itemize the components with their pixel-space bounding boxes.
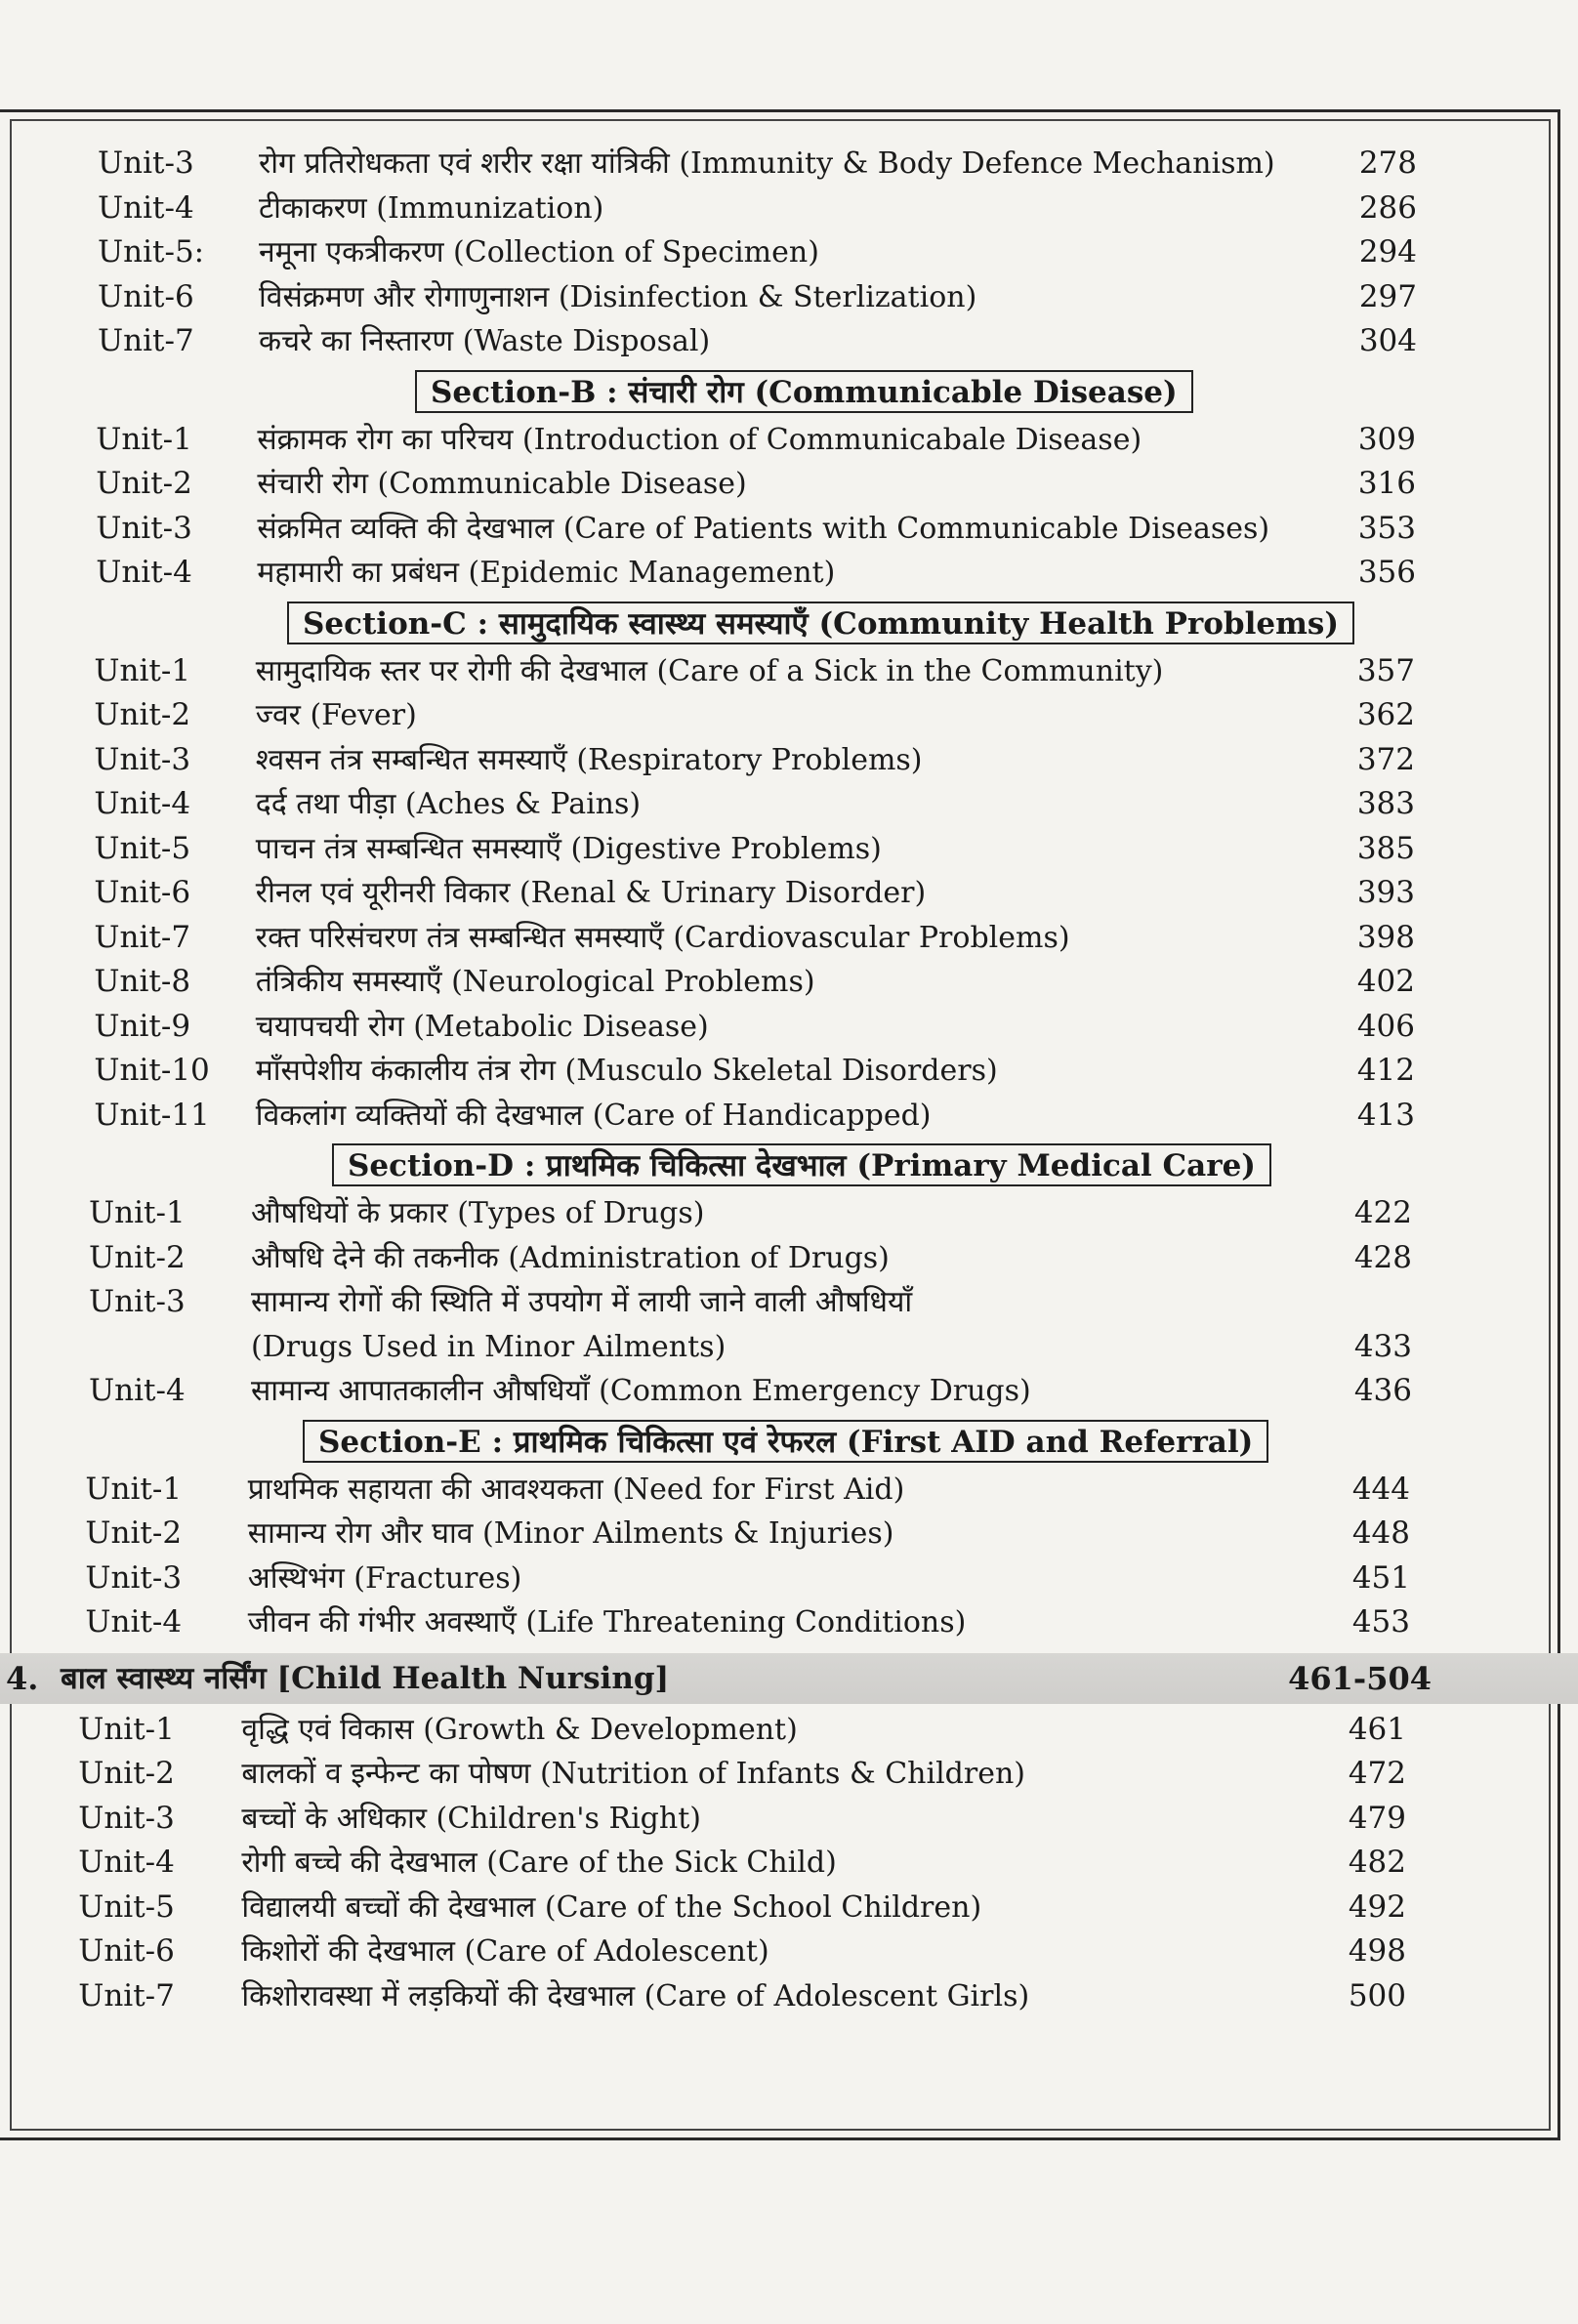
page-number: 451 [1351,1559,1410,1596]
toc-entry [0,960,1578,1005]
unit-label: Unit-8 [94,964,191,999]
unit-label: Unit-7 [94,919,191,955]
entry-title: नमूना एकत्रीकरण (Collection of Specimen) [259,235,819,270]
toc-entry [0,1600,1578,1645]
section-c-heading: Section-C : सामुदायिक स्वास्थ्य समस्याएँ (Community Health Problems) [287,602,1354,644]
page-number: 309 [1357,421,1416,457]
entry-title: सामान्य रोग और घाव (Minor Ailments & Injuries) [247,1516,894,1551]
section-d-heading-row [0,1138,1578,1191]
unit-label: Unit-6 [94,875,191,910]
unit-label: Unit-7 [98,323,194,358]
page-number: 286 [1358,189,1417,226]
page-number: 385 [1356,830,1415,866]
section-e-heading: Section-E : प्राथमिक चिकित्सा एवं रेफरल (First AID and Referral) [303,1420,1268,1463]
toc-entry [0,507,1578,552]
page-number: 398 [1356,919,1415,955]
entry-title: वृद्धि एवं विकास (Growth & Development) [241,1712,798,1747]
toc-entry [0,1005,1578,1050]
entry-title: रीनल एवं यूरीनरी विकार (Renal & Urinary Disorder) [255,876,927,910]
unit-label: Unit-1 [89,1195,186,1230]
toc-entry [0,230,1578,275]
section-a-tail [0,142,1578,364]
entry-title: विसंक्रमण और रोगाणुनाशन (Disinfection & Sterlization) [259,279,977,314]
entry-title: तंत्रिकीय समस्याएँ (Neurological Problems) [255,965,815,999]
entry-title: प्राथमिक सहायता की आवश्यकता (Need for First Aid) [247,1472,905,1507]
entry-title: किशोरों की देखभाल (Care of Adolescent) [241,1934,769,1969]
toc-entry [0,1930,1578,1974]
entry-title: किशोरावस्था में लड़कियों की देखभाल (Care of Adolescent Girls) [241,1978,1030,2013]
entry-title: (Drugs Used in Minor Ailments) [251,1329,727,1364]
unit-label: Unit-4 [96,555,192,590]
page-number: 453 [1351,1604,1410,1639]
toc-entry [0,187,1578,231]
unit-label: Unit-2 [96,466,192,501]
toc-entry [0,142,1578,187]
toc-entry [0,916,1578,961]
unit-label: Unit-11 [94,1097,210,1133]
unit-label: Unit-5 [78,1888,175,1925]
unit-label: Unit-4 [85,1604,183,1639]
entry-title: रोग प्रतिरोधकता एवं शरीर रक्षा यांत्रिकी (Immunity & Body Defence Mechanism) [259,146,1275,181]
chapter-title: बाल स्वास्थ्य नर्सिंग [Child Health Nursing] [61,1660,670,1696]
entry-title: दर्द तथा पीड़ा (Aches & Pains) [255,787,642,821]
page-number: 498 [1348,1933,1406,1969]
unit-label: Unit-6 [98,278,194,314]
toc-entry [0,1049,1578,1094]
toc-entry [0,551,1578,596]
toc-entry [0,1556,1578,1601]
unit-label: Unit-2 [78,1756,175,1791]
section-e-list [0,1468,1578,1645]
page-number: 412 [1356,1053,1415,1088]
unit-label: Unit-2 [89,1239,186,1275]
toc-entry [0,275,1578,320]
page-number: 433 [1353,1328,1412,1364]
table-of-contents [0,142,1578,2018]
unit-label: Unit-5 [94,830,191,866]
page-number: 402 [1356,964,1415,999]
unit-label: Unit-4 [94,786,191,821]
page-number: 316 [1357,466,1416,501]
toc-entry [0,1752,1578,1797]
unit-label: Unit-3 [85,1559,183,1596]
chapter-4-header [0,1653,1578,1704]
page-number: 422 [1353,1195,1412,1230]
page-number: 357 [1356,652,1415,688]
page-number: 482 [1348,1845,1406,1880]
page-number: 304 [1358,323,1417,358]
toc-entry [0,1280,1578,1325]
entry-title: महामारी का प्रबंधन (Epidemic Management) [257,556,836,590]
section-e-heading-row [0,1414,1578,1468]
entry-title: बालकों व इन्फेन्ट का पोषण (Nutrition of Infants & Children) [241,1757,1025,1791]
entry-title: सामान्य रोगों की स्थिति में उपयोग में लायी जाने वाली औषधियाँ [251,1285,913,1319]
page-number: 383 [1356,786,1415,821]
toc-entry [0,462,1578,507]
entry-title: औषधियों के प्रकार (Types of Drugs) [251,1196,705,1230]
page-number: 278 [1358,145,1417,181]
page-number: 393 [1356,875,1415,910]
toc-entry [0,1191,1578,1236]
toc-entry [0,1708,1578,1753]
toc-entry [0,1236,1578,1281]
unit-label: Unit-4 [89,1373,186,1408]
page-number: 294 [1358,234,1417,270]
page-number: 362 [1356,697,1415,732]
entry-title: पाचन तंत्र सम्बन्धित समस्याएँ (Digestive Problems) [255,831,882,866]
toc-entry [0,1841,1578,1886]
page-number: 472 [1348,1756,1406,1791]
section-b-list [0,418,1578,596]
chapter-4-list [0,1708,1578,2019]
entry-title: रोगी बच्चे की देखभाल (Care of the Sick Child) [241,1846,837,1880]
unit-label: Unit-3 [96,510,192,546]
toc-entry [0,1094,1578,1139]
toc-entry [0,1512,1578,1556]
page-number: 372 [1356,741,1415,777]
page-number: 479 [1348,1800,1406,1836]
entry-title: माँसपेशीय कंकालीय तंत्र रोग (Musculo Skeletal Disorders) [255,1054,998,1088]
unit-label: Unit-2 [94,697,191,732]
section-b-heading: Section-B : संचारी रोग (Communicable Disease) [415,370,1193,413]
entry-title: श्वसन तंत्र सम्बन्धित समस्याएँ (Respiratory Problems) [255,742,923,777]
page-number: 353 [1357,510,1416,546]
unit-label: Unit-3 [98,145,194,181]
page-number: 428 [1353,1239,1412,1275]
section-c-heading-row [0,596,1578,649]
unit-label: Unit-4 [78,1845,175,1880]
section-c-list [0,649,1578,1139]
entry-title: विद्यालयी बच्चों की देखभाल (Care of the School Children) [241,1889,982,1925]
entry-title: ज्वर (Fever) [255,698,417,732]
section-d-heading: Section-D : प्राथमिक चिकित्सा देखभाल (Primary Medical Care) [332,1143,1271,1186]
entry-title: औषधि देने की तकनीक (Administration of Drugs) [251,1240,890,1275]
entry-title: रक्त परिसंचरण तंत्र सम्बन्धित समस्याएँ (Cardiovascular Problems) [255,920,1070,955]
unit-label: Unit-1 [78,1711,175,1747]
toc-entry [0,418,1578,463]
toc-entry [0,649,1578,694]
entry-title: बच्चों के अधिकार (Children's Right) [241,1801,701,1836]
entry-title: अस्थिभंग (Fractures) [247,1560,522,1596]
toc-entry [0,1974,1578,2019]
toc-entry [0,1369,1578,1414]
entry-title: विकलांग व्यक्तियों की देखभाल (Care of Handicapped) [255,1098,932,1133]
entry-title: कचरे का निस्तारण (Waste Disposal) [259,324,711,358]
page-number: 448 [1351,1515,1410,1551]
entry-title: संक्रामक रोग का परिचय (Introduction of Communicabale Disease) [257,422,1142,457]
entry-title: सामुदायिक स्तर पर रोगी की देखभाल (Care of a Sick in the Community) [255,653,1164,688]
page-number: 492 [1348,1888,1406,1925]
entry-title: टीकाकरण (Immunization) [259,190,604,226]
toc-entry [0,1468,1578,1513]
unit-label: Unit-1 [85,1471,183,1507]
unit-label: Unit-5: [98,234,205,270]
section-b-heading-row [0,364,1578,418]
unit-label: Unit-10 [94,1053,210,1088]
chapter-page-range: 461-504 [1288,1659,1432,1697]
unit-label: Unit-7 [78,1977,175,2013]
unit-label: Unit-1 [96,421,192,457]
toc-entry [0,319,1578,364]
toc-entry [0,782,1578,827]
page-number: 461 [1348,1711,1406,1747]
unit-label: Unit-3 [78,1800,175,1836]
entry-title: जीवन की गंभीर अवस्थाएँ (Life Threatening Conditions) [247,1605,967,1639]
page-number: 297 [1358,278,1417,314]
chapter-number: 4. [6,1659,39,1697]
page-number: 356 [1357,555,1416,590]
entry-title: संचारी रोग (Communicable Disease) [257,467,747,501]
toc-entry [0,693,1578,738]
page-number: 406 [1356,1008,1415,1044]
page-number: 444 [1351,1471,1410,1507]
page-number: 413 [1356,1097,1415,1133]
toc-entry [0,871,1578,916]
section-d-list [0,1191,1578,1414]
page-number: 436 [1353,1373,1412,1408]
toc-entry [0,827,1578,872]
toc-entry [0,1325,1578,1370]
unit-label: Unit-3 [94,741,191,777]
entry-title: चयापचयी रोग (Metabolic Disease) [255,1009,709,1044]
unit-label: Unit-1 [94,652,191,688]
entry-title: संक्रमित व्यक्ति की देखभाल (Care of Patients with Communicable Diseases) [257,511,1270,546]
entry-title: सामान्य आपातकालीन औषधियाँ (Common Emergency Drugs) [251,1374,1031,1408]
toc-entry [0,1797,1578,1842]
unit-label: Unit-4 [98,189,194,226]
unit-label: Unit-3 [89,1284,186,1319]
unit-label: Unit-9 [94,1008,191,1044]
unit-label: Unit-6 [78,1933,175,1969]
toc-entry [0,738,1578,783]
page-number: 500 [1348,1977,1406,2013]
unit-label: Unit-2 [85,1515,183,1551]
toc-entry [0,1886,1578,1930]
